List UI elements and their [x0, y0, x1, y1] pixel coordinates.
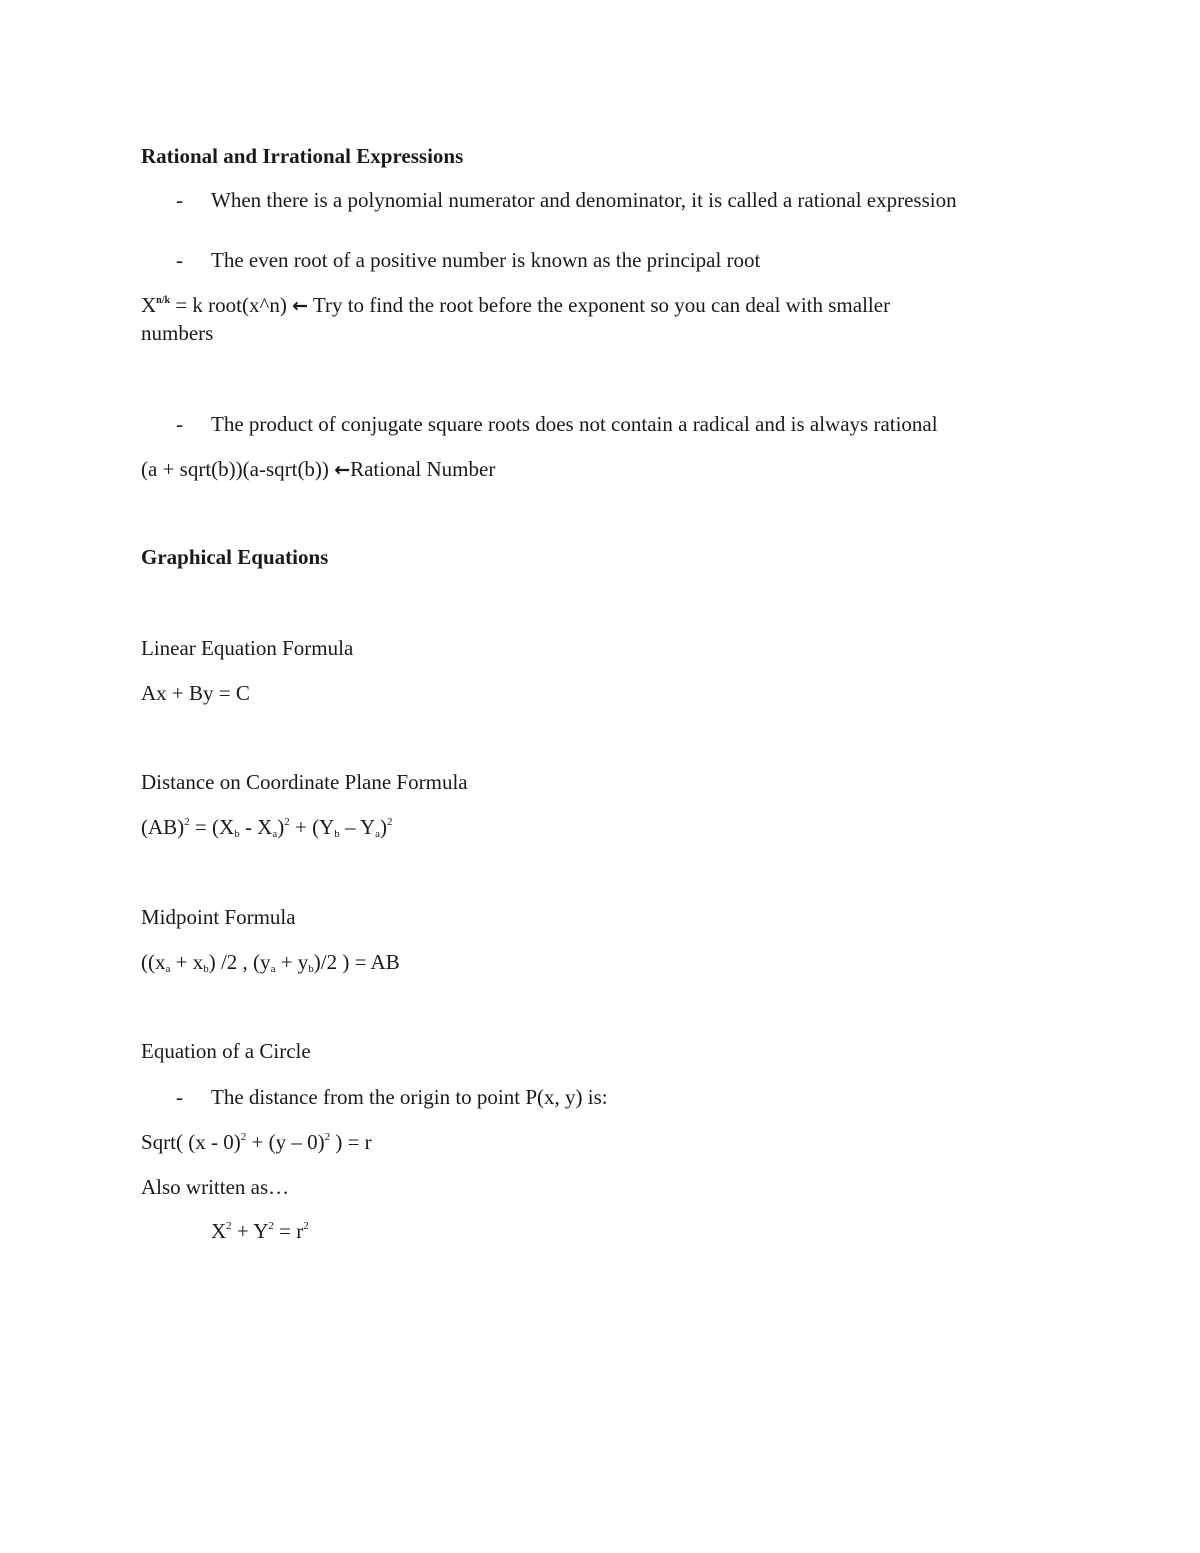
left-arrow-icon: ←: [292, 295, 309, 317]
subscript-a: a: [270, 963, 276, 975]
distance-part: ): [277, 815, 285, 839]
distance-part: + (Y: [289, 815, 335, 839]
superscript-2: 2: [387, 816, 393, 828]
subscript-a: a: [375, 828, 381, 840]
linear-equation-title: Linear Equation Formula: [141, 636, 354, 660]
midpoint-formula-title: Midpoint Formula: [141, 905, 296, 929]
circle-distance-formula: [141, 1128, 372, 1156]
circle-alt-part: X: [211, 1219, 227, 1243]
midpoint-part: )/2 ) = AB: [313, 950, 400, 974]
formula-conjugate-product: [141, 455, 495, 484]
superscript-2: 2: [184, 816, 190, 828]
circle-part: Sqrt( (x - 0): [141, 1130, 241, 1154]
midpoint-part: ((x: [141, 950, 166, 974]
bullet-conjugate-roots: The product of conjugate square roots does not contain a radical and is always rational: [211, 412, 938, 436]
distance-formula-title: Distance on Coordinate Plane Formula: [141, 770, 468, 794]
bullet-dash: -: [176, 412, 183, 436]
superscript-2: 2: [226, 1220, 232, 1232]
formula-note: Try to find the root before the exponent so you can deal with smaller: [308, 293, 891, 317]
subscript-a: a: [272, 828, 278, 840]
distance-part: (AB): [141, 815, 185, 839]
linear-equation-formula: Ax + By = C: [141, 681, 250, 705]
circle-standard-form: [211, 1217, 309, 1245]
formula-exponent: n/k: [156, 295, 171, 306]
circle-part: + (y – 0): [246, 1130, 325, 1154]
midpoint-part: ) /2 , (y: [208, 950, 271, 974]
also-written-as: Also written as…: [141, 1175, 290, 1199]
bullet-dash: -: [176, 248, 183, 272]
distance-part: - X: [239, 815, 273, 839]
superscript-2: 2: [240, 1131, 247, 1143]
bullet-dash: -: [176, 1085, 183, 1109]
bullet-distance-origin: The distance from the origin to point P(x, y) is:: [211, 1085, 608, 1109]
midpoint-formula: [141, 948, 400, 976]
formula-root-expression: = k root(x^n): [170, 293, 293, 317]
formula-fractional-exponent: [141, 291, 890, 320]
circle-alt-part: + Y: [231, 1219, 269, 1243]
circle-alt-part: = r: [273, 1219, 304, 1243]
distance-part: – Y: [339, 815, 376, 839]
formula-conjugate-note: Rational Number: [350, 457, 496, 481]
formula-note-continuation: numbers: [141, 321, 214, 345]
circle-part: ) = r: [330, 1130, 372, 1154]
midpoint-part: + y: [275, 950, 309, 974]
midpoint-part: + x: [170, 950, 204, 974]
subscript-b: b: [234, 828, 240, 840]
superscript-2: 2: [284, 816, 290, 828]
bullet-principal-root: The even root of a positive number is known as the principal root: [211, 248, 761, 272]
heading-rational-expressions: Rational and Irrational Expressions: [141, 144, 464, 168]
heading-graphical-equations: Graphical Equations: [141, 545, 329, 569]
subscript-b: b: [203, 963, 209, 975]
subscript-b: b: [308, 963, 314, 975]
distance-formula: [141, 813, 393, 841]
circle-equation-title: Equation of a Circle: [141, 1039, 311, 1063]
formula-conjugate-expression: (a + sqrt(b))(a-sqrt(b)): [141, 457, 335, 481]
distance-part: ): [380, 815, 388, 839]
superscript-2: 2: [268, 1220, 274, 1232]
subscript-b: b: [334, 828, 340, 840]
superscript-2: 2: [324, 1131, 331, 1143]
formula-base: X: [141, 293, 157, 317]
bullet-rational-definition: When there is a polynomial numerator and denominator, it is called a rational expression: [211, 188, 957, 212]
subscript-a: a: [165, 963, 171, 975]
left-arrow-icon: ←: [334, 459, 351, 481]
bullet-dash: -: [176, 188, 183, 212]
superscript-2: 2: [303, 1220, 309, 1232]
distance-part: = (X: [189, 815, 235, 839]
